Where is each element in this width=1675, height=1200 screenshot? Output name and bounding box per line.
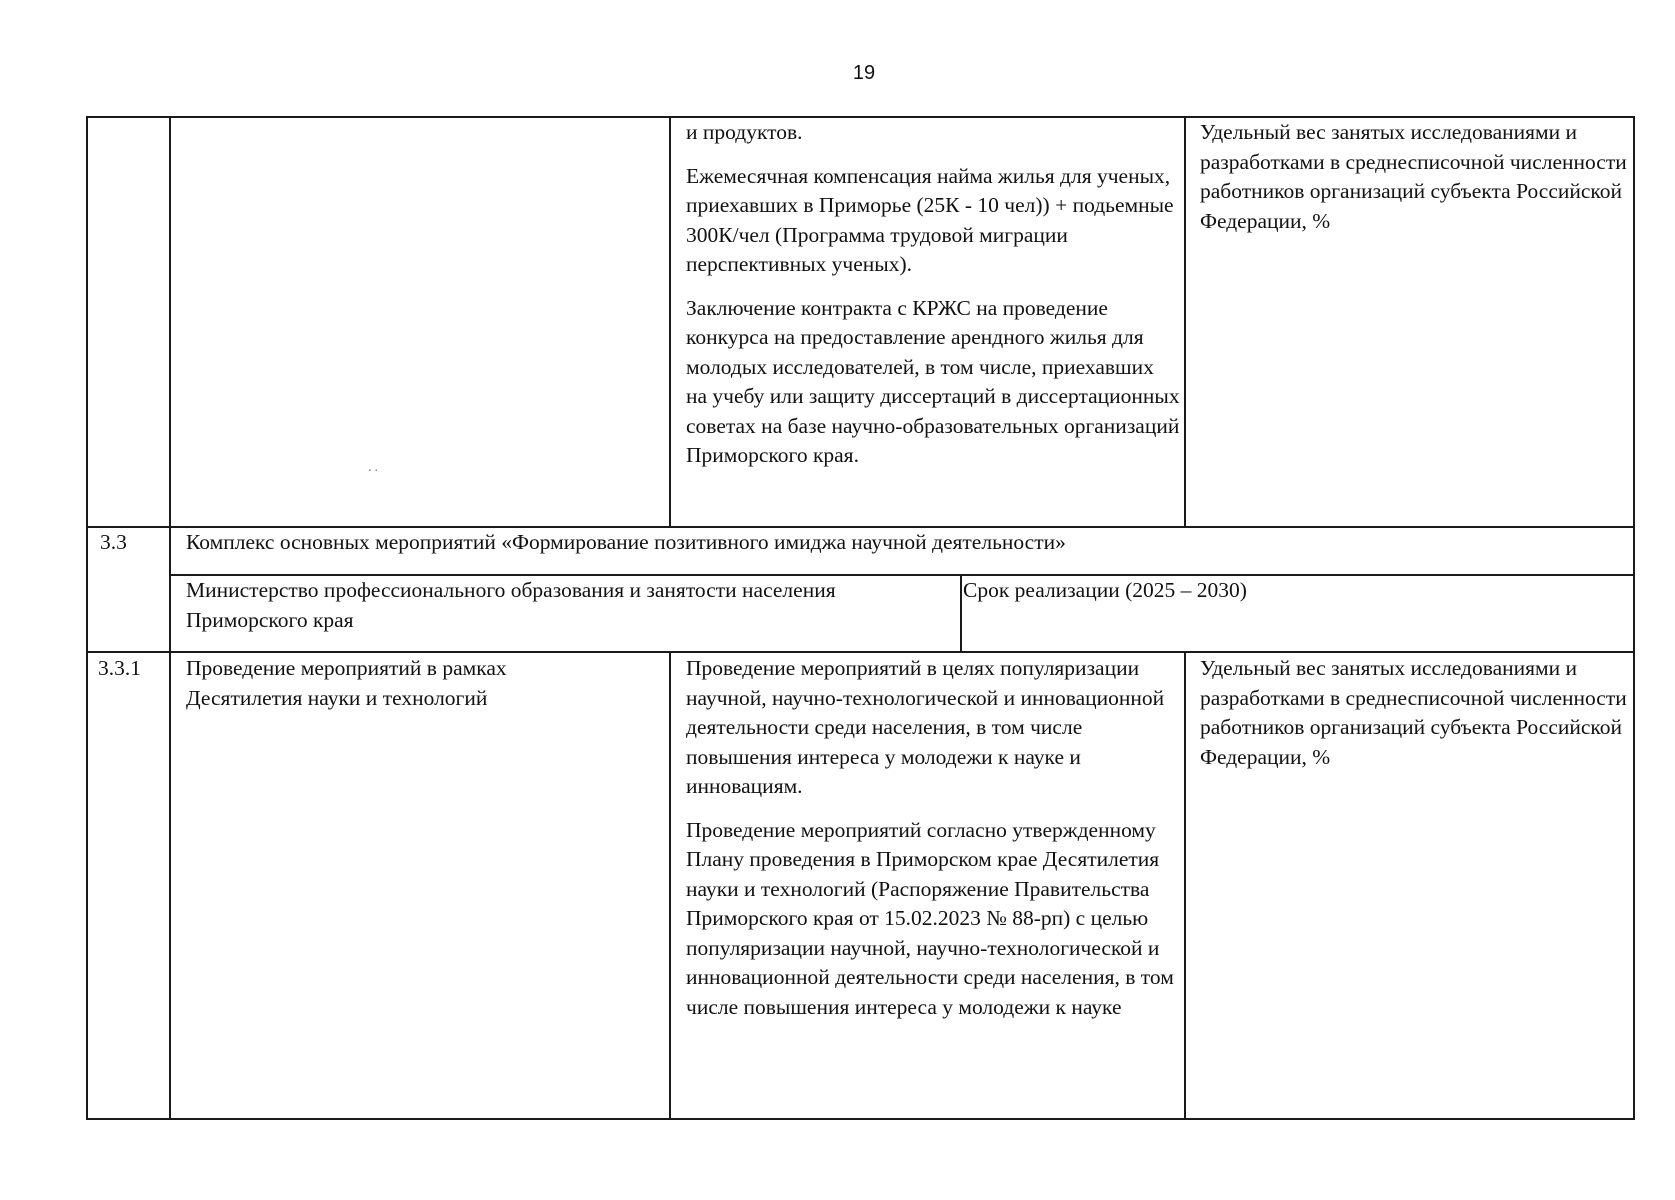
activity-paragraph: и продуктов. (686, 120, 803, 144)
scan-speck: .. (368, 460, 381, 475)
indicator-cell: Удельный вес занятых исследованиями и разработками в среднесписочной численности работников организаций субъекта Российской Федерации, % (1200, 120, 1627, 233)
event-name: Проведение мероприятий в рамках Десятилетия науки и технологий (186, 656, 507, 710)
activity-description-cell (686, 118, 1180, 471)
page-number: 19 (852, 62, 876, 84)
column-divider (1184, 116, 1186, 527)
implementation-period: Срок реализации (2025 – 2030) (963, 578, 1247, 602)
activity-paragraph: Проведение мероприятий в целях популяризации научной, научно-технологической и инновационной деятельности среди населения, в том числе повышения интереса у молодежи к науке и инновациям. (686, 656, 1165, 798)
column-divider (669, 116, 671, 527)
row-divider (86, 651, 1635, 653)
activity-paragraph: Заключение контракта с КРЖС на проведение конкурса на предоставление арендного жилья для молодых исследователей, в том числе, приехавших на учебу или защиту диссертаций в диссертационных советах на базе научно-образовательных организаций Приморского края. (686, 295, 1180, 467)
section-title: Комплекс основных мероприятий «Формирование позитивного имиджа научной деятельности» (186, 530, 1066, 554)
indicator-cell: Удельный вес занятых исследованиями и разработками в среднесписочной численности работников организаций субъекта Российской Федерации, % (1200, 656, 1627, 769)
column-divider (669, 652, 671, 1120)
activity-description-cell (686, 654, 1180, 1022)
column-divider (169, 116, 171, 1120)
activity-paragraph: Проведение мероприятий согласно утвержденному Плану проведения в Приморском крае Десятилетия науки и технологий (Распоряжение Правительства Приморского края от 15.02.2023 № 88-рп) с целью популяризации научной, научно-технологической и инновационной деятельности среди населения, в том числе повышения интереса у молодежи к науке (686, 817, 1174, 1019)
column-divider (960, 575, 962, 652)
section-number: 3.3 (100, 530, 127, 554)
responsible-ministry: Министерство профессионального образования и занятости населения Приморского края (186, 578, 836, 632)
row-number: 3.3.1 (98, 656, 141, 680)
activity-paragraph: Ежемесячная компенсация найма жилья для ученых, приехавших в Приморье (25К - 10 чел)) + подьемные 300К/чел (Программа трудовой миграции перспективных ученых). (686, 163, 1174, 276)
column-divider (1184, 652, 1186, 1120)
